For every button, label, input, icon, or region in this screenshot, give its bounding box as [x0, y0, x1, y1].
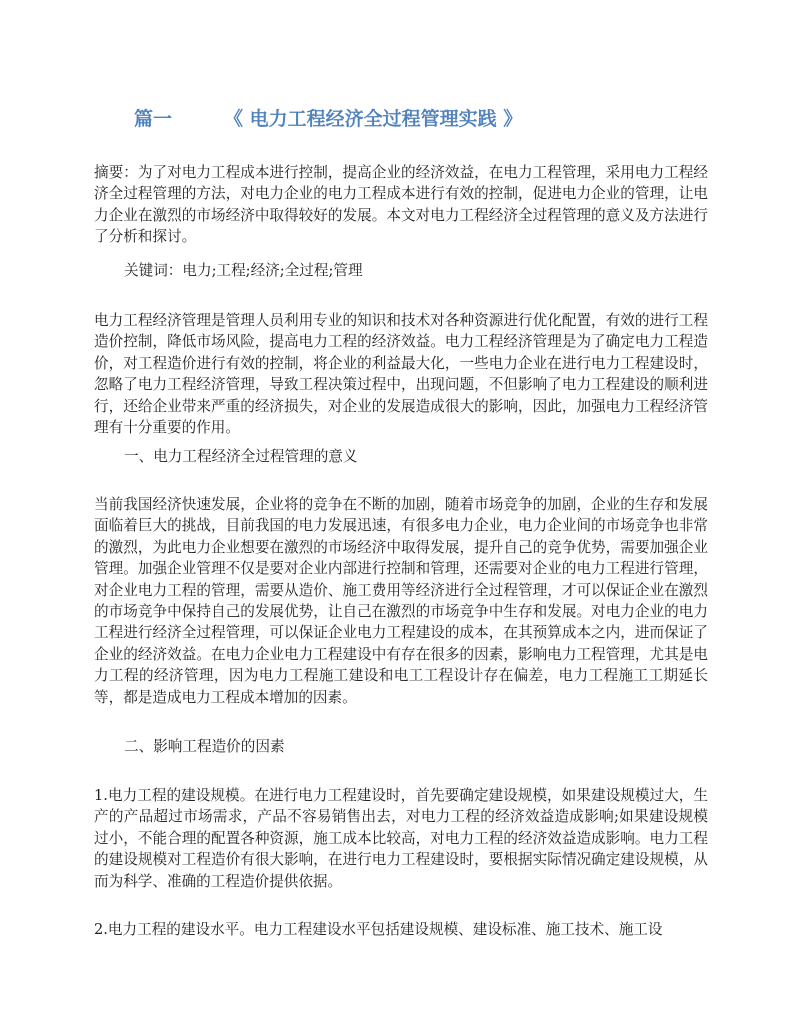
keywords-line: 关键词：电力;工程;经济;全过程;管理: [124, 262, 363, 279]
abstract-paragraph: 摘要：为了对电力工程成本进行控制，提高企业的经济效益，在电力工程管理，采用电力工程经济全过程管理的方法，对电力企业的电力工程成本进行有效的控制，促进电力企业的管理，让电力企业在激烈的市场经济中取得较好的发展。本文对电力工程经济全过程管理的意义及方法进行了分析和探讨。: [94, 164, 708, 246]
section-2-heading: 二、影响工程造价的因素: [124, 738, 285, 755]
title-main: 《 电力工程经济全过程管理实践 》: [224, 108, 523, 130]
title-prefix: 篇一: [134, 108, 173, 130]
section-1-paragraph: 当前我国经济快速发展，企业将的竞争在不断的加剧，随着市场竞争的加剧，企业的生存和发展面临着巨大的挑战，目前我国的电力发展迅速，有很多电力企业，电力企业间的市场竞争也非常的激烈，为此电力企业想要在激烈的市场经济中取得发展，提升自己的竞争优势，需要加强企业管理。加强企业管理不仅是要对企业内部进行控制和管理，还需要对企业的电力工程进行管理，对企业电力工程的管理，需要从造价、施工费用等经济进行全过程管理，才可以保证企业在激烈的市场竞争中保持自己的发展优势，让自己在激烈的市场竞争中生存和发展。对电力企业的电力工程进行经济全过程管理，可以保证企业电力工程建设的成本，在其预算成本之内，进而保证了企业的经济效益。在电力企业电力工程建设中有存在很多的因素，影响电力工程管理，尤其是电力工程的经济管理，因为电力工程施工建设和电工工程设计存在偏差，电力工程施工工期延长等，都是造成电力工程成本增加的因素。: [94, 496, 708, 706]
intro-paragraph: 电力工程经济管理是管理人员利用专业的知识和技术对各种资源进行优化配置，有效的进行工程造价控制，降低市场风险，提高电力工程的经济效益。电力工程经济管理是为了确定电力工程造价，对工程造价进行有效的控制，将企业的利益最大化，一些电力企业在进行电力工程建设时，忽略了电力工程经济管理，导致工程决策过程中，出现问题，不但影响了电力工程建设的顺利进行，还给企业带来严重的经济损失，对企业的发展造成很大的影响，因此，加强电力工程经济管理有十分重要的作用。: [94, 312, 708, 437]
section-1-heading: 一、电力工程经济全过程管理的意义: [124, 448, 358, 465]
section-2-item-1: 1.电力工程的建设规模。在进行电力工程建设时，首先要确定建设规模，如果建设规模过大，生产的产品超过市场需求，产品不容易销售出去，对电力工程的经济效益造成影响;如果建设规模过小，不能合理的配置各种资源，施工成本比较高，对电力工程的经济效益造成影响。电力工程的建设规模对工程造价有很大影响，在进行电力工程建设时，要根据实际情况确定建设规模，从而为科学、准确的工程造价提供依据。: [94, 787, 708, 890]
section-2-item-2: 2.电力工程的建设水平。电力工程建设水平包括建设规模、建设标准、施工技术、施工设: [94, 921, 663, 938]
document-title: [134, 104, 522, 131]
